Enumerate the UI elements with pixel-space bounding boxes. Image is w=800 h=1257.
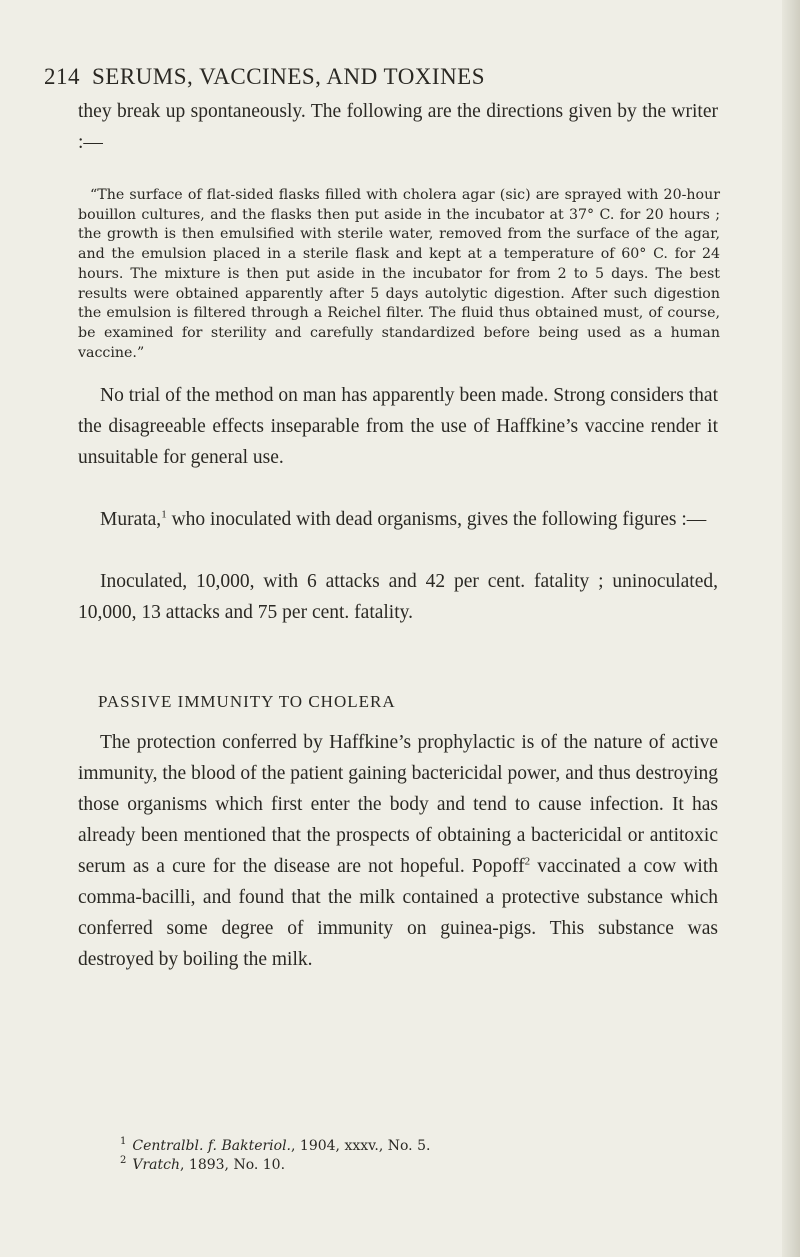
page-number: 214 xyxy=(44,64,80,89)
footnote-2 xyxy=(120,1156,680,1175)
paragraph-4-text: Inoculated, 10,000, with 6 attacks and 42 per cent. fatality ; uninoculated, 10,000, 13 attacks and 75 per cent. fatality. xyxy=(78,571,718,623)
block-quote-text: “The surface of flat-sided flasks filled with cholera agar (sic) are sprayed with 20-hour bouillon cultures, and the flasks then put aside in the incubator at 37° C. for 20 hours ; the growth is then emulsified with sterile water, removed from the surface of the agar, and the emulsion placed in a sterile flask and kept at a temperature of 60° C. for 24 hours. The mixture is then put aside in the incubator for from 2 to 5 days. The best results were obtained apparently after 5 days autolytic digestion. After such digestion the emulsion is filtered through a Reichel filter. The fluid thus obtained must, of course, be examined for sterility and carefully standardized before being used as a human vaccine.” xyxy=(78,187,720,361)
section-heading: PASSIVE IMMUNITY TO CHOLERA xyxy=(98,692,396,711)
paragraph-4 xyxy=(78,566,718,628)
footnote-1-source: Centralbl. f. Bakteriol. xyxy=(132,1138,292,1154)
footnote-1-rest: , 1904, xxxv., No. 5. xyxy=(291,1138,431,1154)
paragraph-5-text-a: The protection conferred by Haffkine’s prophylactic is of the nature of active immunity, the blood of the patient gaining bactericidal power, and thus destroying those organisms which first enter the body and tend to cause infection. It has already been mentioned that the prospects of obtaining a bactericidal or antitoxic serum as a cure for the disease are not hopeful. Popoff xyxy=(78,732,718,877)
page-edge xyxy=(782,0,800,1257)
footnote-ref-1: 1 xyxy=(161,508,167,521)
footnotes xyxy=(120,1137,680,1175)
paragraph-3-text-a: Murata, xyxy=(100,509,162,530)
footnote-2-rest: , 1893, No. 10. xyxy=(180,1157,286,1173)
footnote-mark-1: 1 xyxy=(120,1136,127,1148)
footnote-ref-2: 2 xyxy=(524,855,531,868)
footnote-2-source: Vratch xyxy=(132,1157,181,1173)
paragraph-3 xyxy=(78,504,718,535)
paragraph-5-text-b: vaccinated a cow with comma-bacilli, and found that the milk contained a protective substance which conferred some degree of immunity on guinea-pigs. This substance was destroyed by boiling the milk. xyxy=(78,856,718,970)
paragraph-2 xyxy=(78,380,718,473)
running-title: SERUMS, VACCINES, AND TOXINES xyxy=(92,64,486,89)
running-head xyxy=(44,64,744,90)
paragraph-3-text-b: who inoculated with dead organisms, gives the following figures :— xyxy=(166,509,707,530)
block-quote xyxy=(78,186,720,363)
paragraph-2-text: No trial of the method on man has apparently been made. Strong considers that the disagreeable effects inseparable from the use of Haffkine’s vaccine render it unsuitable for general use. xyxy=(78,385,718,468)
footnote-1 xyxy=(120,1137,680,1156)
paragraph-1-text: they break up spontaneously. The following are the directions given by the writer :— xyxy=(78,101,718,153)
paragraph-5 xyxy=(78,727,718,975)
paragraph-1 xyxy=(78,96,718,158)
footnote-mark-2: 2 xyxy=(120,1155,127,1167)
